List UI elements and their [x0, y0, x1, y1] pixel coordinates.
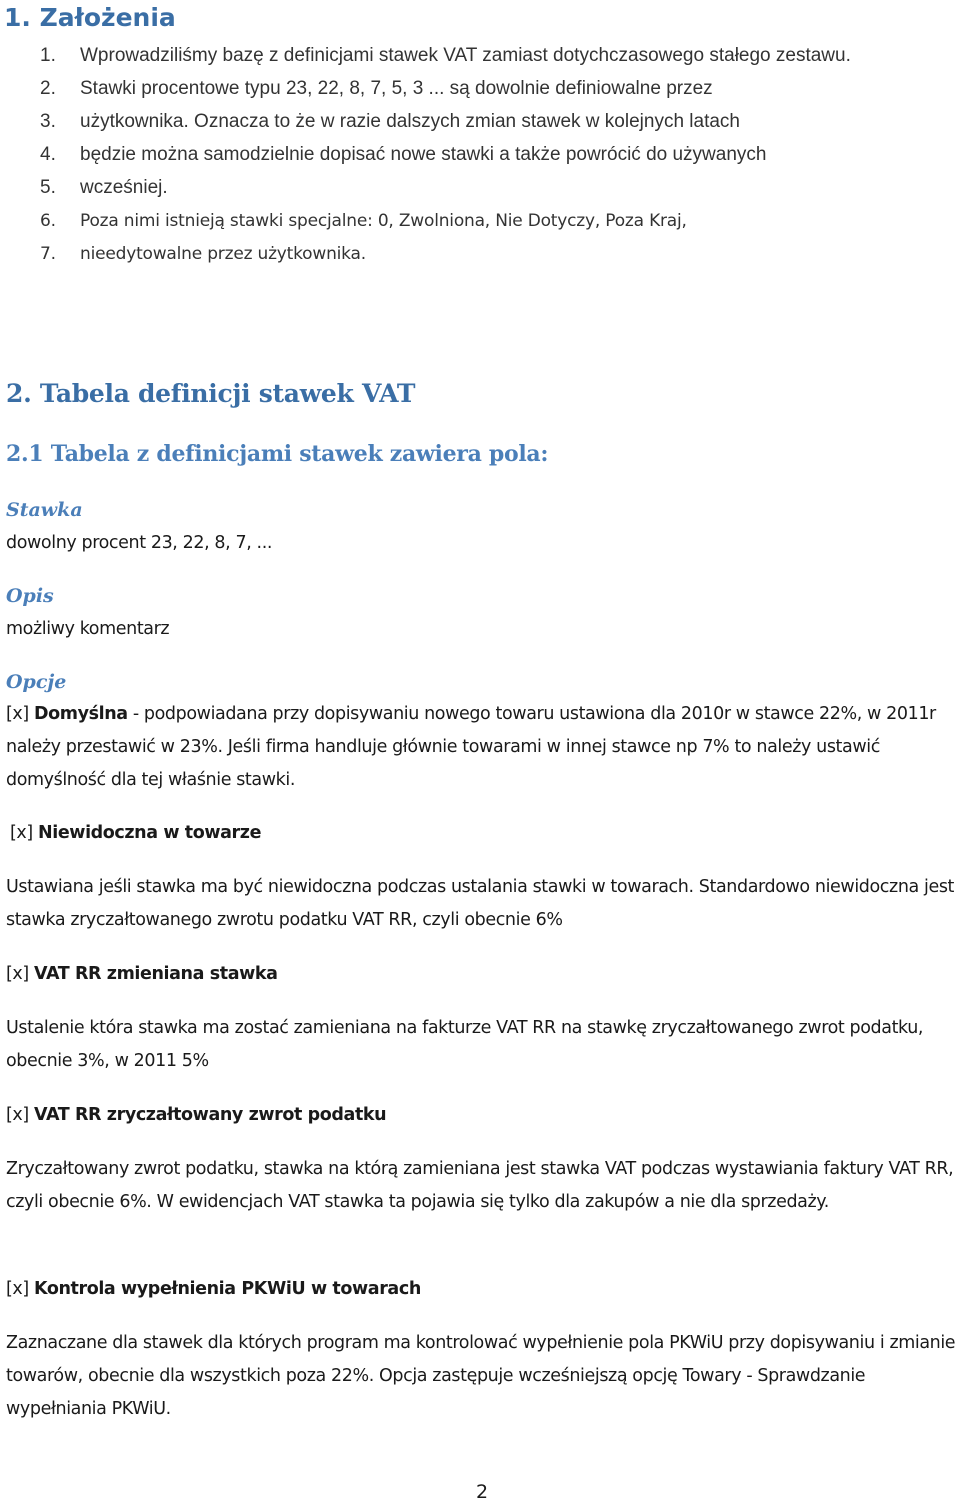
field-label-stawka: Stawka [6, 499, 83, 521]
section-1-heading: 1. Założenia [4, 3, 176, 32]
option-niewidoczna-desc: Ustawiana jeśli stawka ma być niewidoczna podczas ustalania stawki w towarach. Standardowo niewidoczna jest stawka zryczałtowanego zwrotu podatku VAT RR, czyli obecnie 6% [6, 877, 955, 930]
list-item: 7. nieedytowalne przez użytkownika. [40, 244, 366, 264]
option-niewidoczna: [x] Niewidoczna w towarze [10, 823, 262, 843]
list-item: 1. Wprowadziliśmy bazę z definicjami stawek VAT zamiast dotychczasowego stałego zestawu. [40, 45, 851, 66]
page-number: 2 [476, 1481, 489, 1503]
field-label-opis: Opis [6, 585, 54, 607]
option-pkwiu: [x] Kontrola wypełnienia PKWiU w towarach [6, 1279, 421, 1299]
option-pkwiu-desc: Zaznaczane dla stawek dla których program ma kontrolować wypełnienie pola PKWiU przy dopisywaniu i zmianie towarów, obecnie dla wszystkich poza 22%. Opcja zastępuje wcześniejszą opcję Towary - Sprawdzanie wypełniania PKWiU. [6, 1333, 956, 1419]
list-item: 3. użytkownika. Oznacza to że w razie dalszych zmian stawek w kolejnych latach [40, 111, 740, 132]
option-domyslna: [x] Domyślna - podpowiadana przy dopisywaniu nowego towaru ustawiona dla 2010r w stawce 22%, w 2011r należy przestawić w 23%. Jeśli firma handluje głównie towarami w innej stawce np 7% to należy ustawić domyślność dla tej właśnie stawki. [6, 704, 936, 790]
section-2-1-subheading: 2.1 Tabela z definicjami stawek zawiera pola: [6, 441, 549, 467]
field-desc-opis: możliwy komentarz [6, 619, 170, 639]
option-vatrr-zwrot-desc: Zryczałtowany zwrot podatku, stawka na którą zamieniana jest stawka VAT podczas wystawiania faktury VAT RR, czyli obecnie 6%. W ewidencjach VAT stawka ta pojawia się tylko dla zakupów a nie dla sprzedaży. [6, 1159, 954, 1212]
list-item: 4. będzie można samodzielnie dopisać nowe stawki a także powrócić do używanych [40, 144, 767, 165]
list-item: 2. Stawki procentowe typu 23, 22, 8, 7, 5, 3 ... są dowolnie definiowalne przez [40, 78, 713, 99]
option-vatrr-zmieniana-desc: Ustalenie która stawka ma zostać zamieniana na fakturze VAT RR na stawkę zryczałtowanego zwrot podatku, obecnie 3%, w 2011 5% [6, 1018, 924, 1071]
list-item: 5. wcześniej. [40, 177, 168, 198]
section-2-heading: 2. Tabela definicji stawek VAT [6, 379, 416, 408]
option-vatrr-zmieniana: [x] VAT RR zmieniana stawka [6, 964, 278, 984]
field-label-opcje: Opcje [6, 671, 67, 693]
list-item: 6. Poza nimi istnieją stawki specjalne: 0, Zwolniona, Nie Dotyczy, Poza Kraj, [40, 211, 687, 231]
option-vatrr-zwrot: [x] VAT RR zryczałtowany zwrot podatku [6, 1105, 387, 1125]
field-desc-stawka: dowolny procent 23, 22, 8, 7, ... [6, 533, 273, 553]
